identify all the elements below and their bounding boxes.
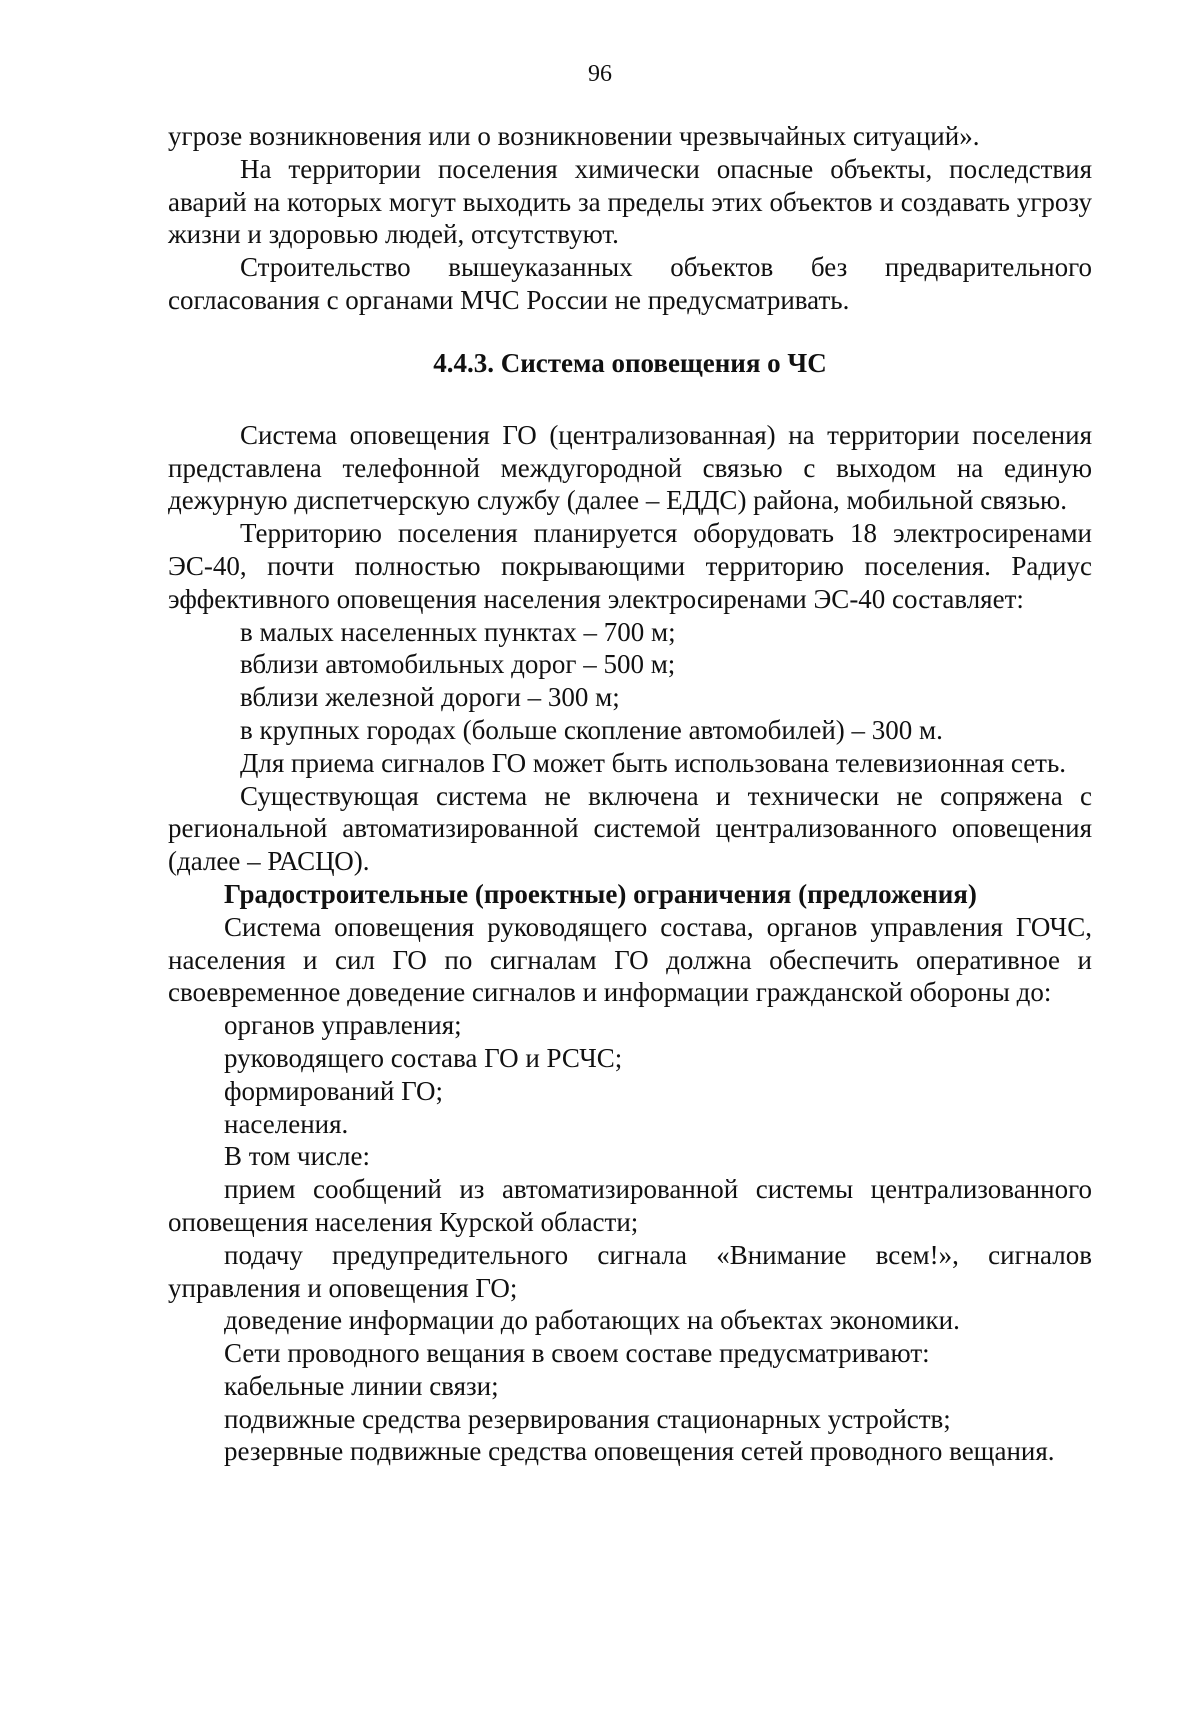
list-item: вблизи автомобильных дорог – 500 м;	[240, 649, 676, 680]
radius-list	[168, 616, 1092, 747]
list-item: населения.	[224, 1108, 349, 1139]
list-item: в малых населенных пунктах – 700 м;	[240, 616, 676, 647]
paragraph: Существующая система не включена и технически не сопряжена с региональной автоматизированной системой централизованного оповещения (далее – РАСЦО).	[168, 780, 1092, 877]
document-body	[168, 120, 1092, 1468]
list-item: вблизи железной дороги – 300 м;	[240, 682, 620, 713]
section-heading: 4.4.3. Система оповещения о ЧС	[433, 347, 827, 378]
paragraph: Сети проводного вещания в своем составе предусматривают:	[224, 1338, 930, 1369]
paragraph: Для приема сигналов ГО может быть использована телевизионная сеть.	[240, 747, 1067, 778]
list-item: органов управления;	[224, 1010, 462, 1041]
paragraph: Система оповещения руководящего состава, органов управления ГОЧС, населения и сил ГО по сигналам ГО должна обеспечить оперативное и своевременное доведение сигналов и информации гражданской обороны до:	[168, 911, 1092, 1008]
list-item: формирований ГО;	[224, 1075, 444, 1106]
list-item: подвижные средства резервирования стационарных устройств;	[224, 1403, 951, 1434]
paragraph: резервные подвижные средства оповещения сетей проводного вещания.	[224, 1436, 1055, 1467]
recipients-list	[168, 1009, 1092, 1140]
subheading: Градостроительные (проектные) ограничения (предложения)	[224, 878, 977, 909]
list-item: в крупных городах (больше скопление автомобилей) – 300 м.	[240, 714, 943, 745]
paragraph: На территории поселения химически опасные объекты, последствия аварий на которых могут выходить за пределы этих объектов и создавать угрозу жизни и здоровью людей, отсутствуют.	[168, 153, 1092, 250]
paragraph: Система оповещения ГО (централизованная) на территории поселения представлена телефонной междугородной связью с выходом на единую дежурную диспетчерскую службу (далее – ЕДДС) района, мобильной связью.	[168, 419, 1092, 516]
paragraph: В том числе:	[224, 1141, 370, 1172]
paragraph: подачу предупредительного сигнала «Внимание всем!», сигналов управления и оповещения ГО;	[168, 1239, 1092, 1303]
paragraph: угрозе возникновения или о возникновении чрезвычайных ситуаций».	[168, 121, 980, 151]
network-list	[168, 1370, 1092, 1436]
paragraph: Строительство вышеуказанных объектов без предварительного согласования с органами МЧС России не предусматривать.	[168, 252, 1092, 315]
page-number: 96	[588, 61, 612, 87]
paragraph: прием сообщений из автоматизированной системы централизованного оповещения населения Курской области;	[168, 1174, 1092, 1237]
list-item: руководящего состава ГО и РСЧС;	[224, 1042, 623, 1073]
paragraph: доведение информации до работающих на объектах экономики.	[224, 1305, 960, 1336]
list-item: кабельные линии связи;	[224, 1370, 499, 1401]
paragraph: Территорию поселения планируется оборудовать 18 электросиренами ЭС-40, почти полностью покрывающими территорию поселения. Радиус эффективного оповещения населения электросиренами ЭС-40 составляет:	[168, 518, 1092, 614]
